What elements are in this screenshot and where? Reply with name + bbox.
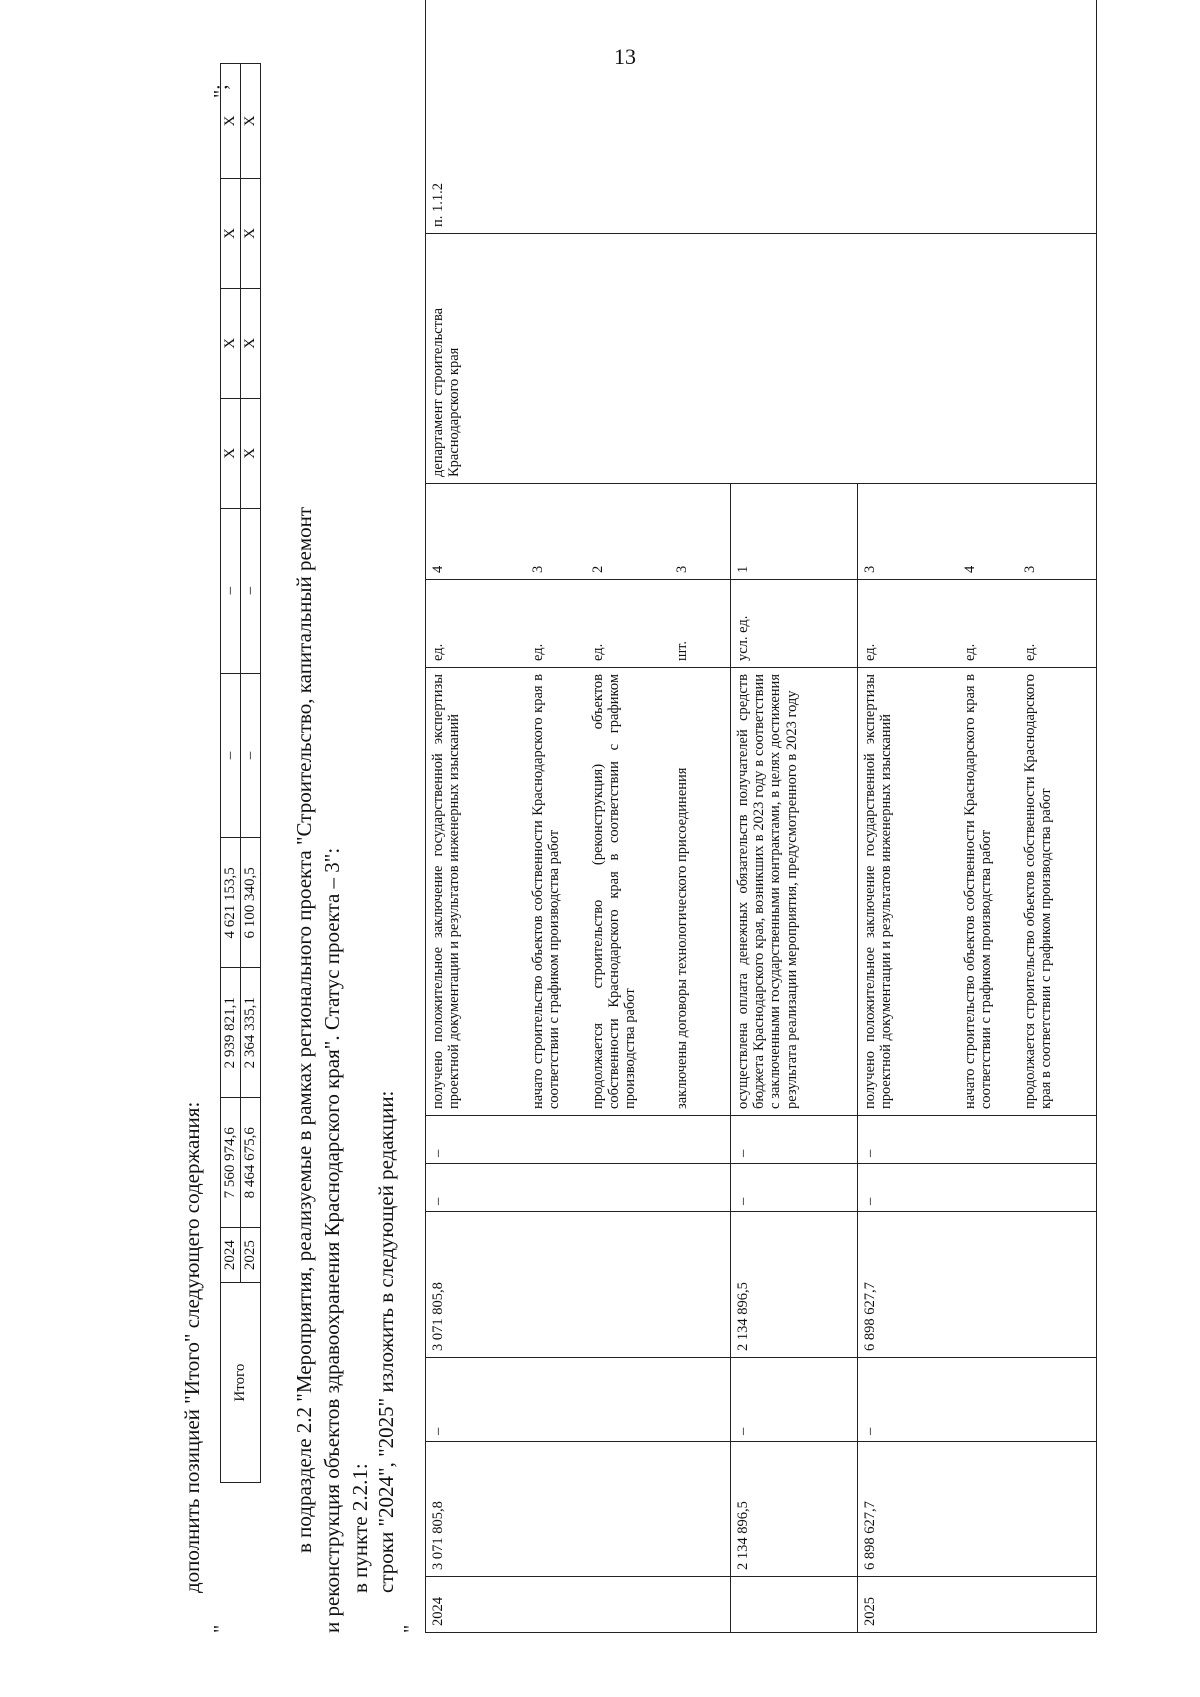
total-cell: 2 134 896,5 [731,1442,858,1577]
page-number: 13 [614,44,636,69]
totals-label: Итого [221,1283,261,1483]
unit-cell: ед. [958,580,1018,668]
value-cell: 2 939 821,1 [221,968,241,1098]
result-text: получено положительное заключение государственной экспертизы проектной документации и результатов инженерных изысканий [426,668,527,1116]
intro-text: дополнить позицией "Итого" следующего содержания: [180,1101,204,1593]
value-cell: 4 621 153,5 [221,838,241,968]
value-cell: X [221,288,241,398]
value-cell: 2 364 335,1 [241,968,261,1098]
amount-cell: – [731,1116,858,1164]
year-cell: 2025 [241,1228,261,1283]
total-cell: 6 898 627,7 [858,1442,1097,1577]
unit-cell: ед. [586,580,670,668]
executor-cell: департамент строительства Краснодарского края [426,234,1097,484]
value-cell: 8 464 675,6 [241,1098,261,1228]
result-text: продолжается строительство (реконструкция) объектов собственности Краснодарского края в соответствии с графиком производства работ [586,668,670,1116]
paragraph-line-3: в пункте 2.2.1: [348,1463,372,1593]
value-cell: 7 560 974,6 [221,1098,241,1228]
unit-cell: ед. [526,580,586,668]
value-cell: – [221,673,241,838]
value-cell: 4 [958,484,1018,580]
result-text: продолжается строительство объектов собственности Краснодарского края в соответствии с графиком производства работ [1018,668,1097,1116]
amount-cell: – [426,1116,731,1164]
open-quote: " [210,1624,232,1633]
unit-cell: ед. [426,580,527,668]
unit-cell: ед. [858,580,959,668]
year-cell: 2025 [858,1577,1097,1633]
amount-cell: – [426,1358,731,1442]
totals-table [220,63,261,1483]
totals-row-2025 [241,64,261,1483]
value-cell: – [241,508,261,673]
result-text: заключены договоры технологического присоединения [670,668,731,1116]
value-cell: X [221,179,241,289]
amount-cell: – [858,1358,1097,1442]
amount-cell: 3 071 805,8 [426,1212,731,1358]
paragraph-line-2: и реконструкция объектов здравоохранения Краснодарского края". Статус проекта – 3": [320,847,344,1633]
paragraph-line-4: строки "2024", "2025" изложить в следующей редакции: [374,1090,398,1593]
result-text: осуществлена оплата денежных обязательств получателей средств бюджета Краснодарского края, возникших в 2023 году в соответствии с заключенными государственными контрактами, в целях достижения результата реализации мероприятия, предусмотренного в 2023 году [731,668,858,1116]
result-text: получено положительное заключение государственной экспертизы проектной документации и результатов инженерных изысканий [858,668,959,1116]
totals-row-2024 [221,64,241,1483]
rotated-landscape-content [180,83,1140,1633]
paragraph-line-1: в подразделе 2.2 "Мероприятия, реализуемые в рамках регионального проекта "Строительство, капитальный ремонт [292,506,316,1553]
amount-cell: – [858,1164,1097,1212]
value-cell: 6 100 340,5 [241,838,261,968]
value-cell: 2 [586,484,670,580]
year-cell [731,1577,858,1633]
unit-cell: ед. [1018,580,1097,668]
amount-cell: – [858,1116,1097,1164]
reference-cell: п. 1.1.2 [426,0,1097,234]
result-text: начато строительство объектов собственности Краснодарского края в соответствии с графиком производства работ [958,668,1018,1116]
value-cell: – [221,508,241,673]
value-cell: 3 [1018,484,1097,580]
value-cell: 3 [526,484,586,580]
value-cell: X [241,179,261,289]
amount-cell: 6 898 627,7 [858,1212,1097,1358]
value-cell: X [221,64,241,179]
total-cell: 3 071 805,8 [426,1442,731,1577]
amount-cell: 2 134 896,5 [731,1212,858,1358]
value-cell: 4 [426,484,527,580]
open-quote-2: " [400,1624,422,1633]
value-cell: X [241,64,261,179]
close-mark: "; [210,84,232,98]
value-cell: 1 [731,484,858,580]
value-cell: – [241,673,261,838]
unit-cell: шт. [670,580,731,668]
value-cell: X [241,288,261,398]
result-text: начато строительство объектов собственности Краснодарского края в соответствии с графиком производства работ [526,668,586,1116]
value-cell: X [221,398,241,508]
table-row [426,0,527,1633]
value-cell: X [241,398,261,508]
value-cell: 3 [858,484,959,580]
year-cell: 2024 [221,1228,241,1283]
amount-cell: – [731,1358,858,1442]
amount-cell: – [426,1164,731,1212]
value-cell: 3 [670,484,731,580]
year-cell: 2024 [426,1577,731,1633]
measures-table [425,0,1097,1633]
unit-cell: усл. ед. [731,580,858,668]
amount-cell: – [731,1164,858,1212]
